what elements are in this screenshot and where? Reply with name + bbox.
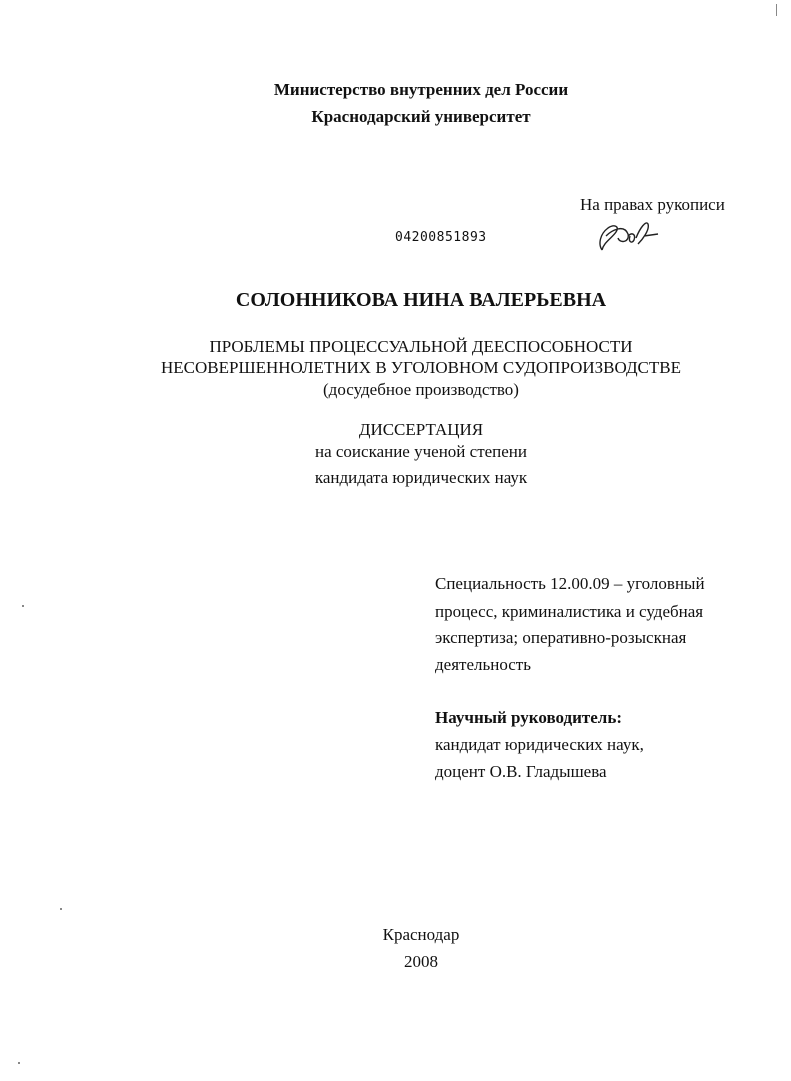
title-line-1: ПРОБЛЕМЫ ПРОЦЕССУАЛЬНОЙ ДЕЕСПОСОБНОСТИ	[209, 337, 633, 356]
scan-speck	[22, 605, 24, 607]
rights-note: На правах рукописи	[580, 195, 725, 214]
footer-city: Краснодар	[382, 925, 460, 944]
scan-mark	[776, 4, 777, 16]
scan-speck	[60, 908, 62, 910]
specialty-line-4: деятельность	[435, 655, 531, 674]
work-type-line-1: на соискание ученой степени	[314, 442, 528, 461]
specialty-line-3: экспертиза; оперативно-розыскная	[435, 628, 687, 647]
university-heading: Краснодарский университет	[311, 107, 531, 126]
work-type-label: ДИССЕРТАЦИЯ	[358, 420, 484, 439]
specialty-line-2: процесс, криминалистика и судебная	[435, 602, 704, 621]
footer-year: 2008	[404, 952, 438, 971]
specialty-line-1: Специальность 12.00.09 – уголовный	[435, 574, 705, 593]
title-subtitle: (досудебное производство)	[323, 380, 519, 399]
title-line-2: НЕСОВЕРШЕННОЛЕТНИХ В УГОЛОВНОМ СУДОПРОИЗВОДСТВЕ	[160, 358, 681, 377]
signature	[594, 214, 666, 254]
supervisor-line-2: доцент О.В. Гладышева	[435, 762, 607, 781]
ministry-heading: Министерство внутренних дел России	[273, 80, 569, 99]
scan-speck	[18, 1062, 20, 1064]
supervisor-label: Научный руководитель:	[435, 708, 622, 727]
registration-number: 04200851893	[395, 230, 487, 245]
author-name: СОЛОННИКОВА НИНА ВАЛЕРЬЕВНА	[235, 289, 607, 311]
supervisor-line-1: кандидат юридических наук,	[435, 735, 644, 754]
work-type-line-2: кандидата юридических наук	[314, 468, 528, 487]
